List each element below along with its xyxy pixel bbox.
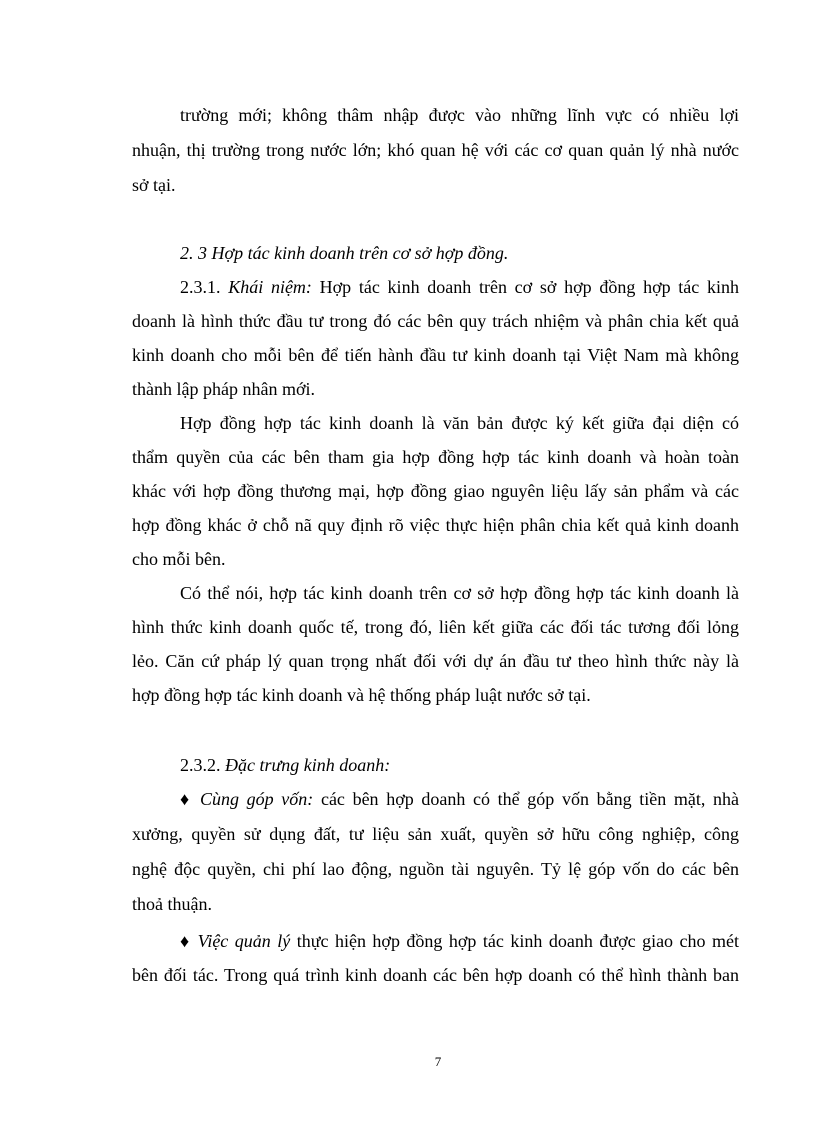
page-number: 7	[434, 1054, 442, 1069]
management-bullet-line-2: bên đối tác. Trong quá trình kinh doanh các bên hợp doanh có thể hình thành ban	[132, 965, 739, 985]
legal-basis-line-1: Có thể nói, hợp tác kinh doanh trên cơ sở hợp đồng hợp tác kinh doanh là	[180, 583, 739, 603]
subsection-title: Đặc trưng kinh doanh:	[225, 755, 391, 775]
definition-text: Hợp tác kinh doanh trên cơ sở hợp đồng hợp tác kinh	[319, 277, 739, 297]
management-bullet-line-1	[180, 929, 739, 953]
diamond-bullet-icon: ♦	[180, 931, 192, 951]
paragraph-continuation-line-1: trường mới; không thâm nhập được vào những lĩnh vực có nhiều lợi	[180, 105, 739, 125]
capital-text: các bên hợp doanh có thể góp vốn bằng tiền mặt, nhà	[320, 789, 739, 809]
subsection-number: 2.3.2.	[180, 755, 221, 775]
definition-term: Khái niệm:	[228, 277, 312, 297]
section-heading: 2. 3 Hợp tác kinh doanh trên cơ sở hợp đồng.	[180, 243, 509, 263]
capital-bullet-line-1	[180, 787, 739, 811]
legal-basis-line-3: lẻo. Căn cứ pháp lý quan trọng nhất đối với dự án đầu tư theo hình thức này là	[132, 651, 739, 671]
contract-paragraph-line-1: Hợp đồng hợp tác kinh doanh là văn bản được ký kết giữa đại diện có	[180, 413, 739, 433]
capital-bullet-line-4: thoả thuận.	[132, 894, 212, 914]
contract-paragraph-line-2: thẩm quyền của các bên tham gia hợp đồng hợp tác kinh doanh và hoàn toàn	[132, 447, 739, 467]
legal-basis-line-4: hợp đồng hợp tác kinh doanh và hệ thống pháp luật nước sở tại.	[132, 685, 591, 705]
management-text: thực hiện hợp đồng hợp tác kinh doanh được giao cho mét	[296, 931, 739, 951]
definition-line-3: kinh doanh cho mỗi bên để tiến hành đầu tư kinh doanh tại Việt Nam mà không	[132, 345, 739, 365]
contract-paragraph-line-3: khác với hợp đồng thương mại, hợp đồng giao nguyên liệu lấy sản phẩm và các	[132, 481, 739, 501]
capital-bullet-line-2: xưởng, quyền sử dụng đất, tư liệu sản xuất, quyền sở hữu công nghiệp, công	[132, 824, 739, 844]
legal-basis-line-2: hình thức kinh doanh quốc tế, trong đó, liên kết giữa các đối tác tương đối lỏng	[132, 617, 739, 637]
definition-line-1	[180, 275, 739, 299]
subsection-heading	[180, 753, 390, 777]
definition-number: 2.3.1.	[180, 277, 221, 297]
definition-line-2: doanh là hình thức đầu tư trong đó các bên quy trách nhiệm và phân chia kết quả	[132, 311, 739, 331]
contract-paragraph-line-4: hợp đồng khác ở chỗ nã quy định rõ việc thực hiện phân chia kết quả kinh doanh	[132, 515, 739, 535]
management-term: Việc quản lý	[197, 931, 291, 951]
definition-line-4: thành lập pháp nhân mới.	[132, 379, 315, 399]
capital-term: Cùng góp vốn:	[200, 789, 314, 809]
paragraph-continuation-line-3: sở tại.	[132, 175, 176, 195]
capital-bullet-line-3: nghệ độc quyền, chi phí lao động, nguồn tài nguyên. Tỷ lệ góp vốn do các bên	[132, 859, 739, 879]
paragraph-continuation-line-2: nhuận, thị trường trong nước lớn; khó quan hệ với các cơ quan quản lý nhà nước	[132, 140, 739, 160]
diamond-bullet-icon: ♦	[180, 789, 193, 809]
contract-paragraph-line-5: cho mỗi bên.	[132, 549, 226, 569]
